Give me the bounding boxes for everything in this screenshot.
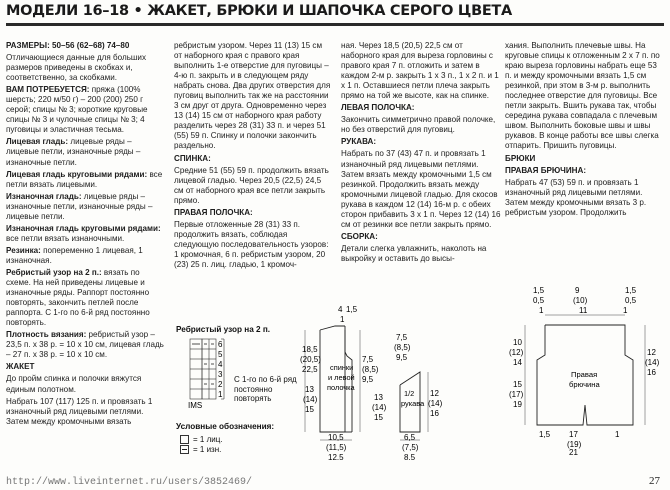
paragraph-heading: ПРАВАЯ ПОЛОЧКА:	[174, 207, 253, 217]
legend-item-knit: = 1 лиц.	[176, 434, 336, 444]
paragraph-text: вязать по схеме. На ней приведены лицевые и изнаночные ряды. Раппорт постоянно повторять, закончить петлей после раппорта. С 1-го по 6-й ряд постоянно повторять.	[6, 267, 150, 328]
trousers-top3-1: 11	[579, 306, 588, 315]
rib-chart-ims: IMS	[188, 401, 203, 410]
title-rule	[6, 23, 664, 26]
paragraph	[174, 154, 332, 164]
trousers-label-a: Правая	[571, 370, 598, 379]
legend-title: Условные обозначения:	[176, 422, 275, 431]
trousers-top3-2: 1	[623, 306, 628, 315]
trousers-right-1: (14)	[645, 358, 660, 367]
paragraph	[341, 41, 502, 101]
paragraph-text: лицевые ряды – лицевые петли, изнаночные ряды – изнаночные петли.	[6, 137, 141, 167]
trousers-bottom2-0: 1,5	[539, 430, 551, 439]
paragraph-heading: Плотность вязания:	[6, 330, 87, 340]
trousers-bottom-2: 21	[569, 448, 578, 455]
rib-chart-row-2: 2	[218, 380, 223, 389]
column-4	[505, 41, 665, 220]
rib-chart-title: Ребристый узор на 2 п.	[176, 325, 271, 334]
paragraph-text: ная. Через 18,5 (20,5) 22,5 см от наборного края для выреза горловины с правого края 7 п. отложить и затем в каждом 2-м р. закрыть 1 x 3 п., 1 x 2 п. и 1 x 1 п. Оставшиеся петли плеча закрыть прямо на той же высоте, как на спинке.	[341, 41, 499, 101]
paragraph-text: все петли вязать изнаночными.	[6, 233, 125, 243]
paragraph-heading: РУКАВА:	[341, 137, 377, 147]
trousers-label-b: брючина	[569, 380, 600, 389]
jacket-bottom-2: 12,5	[328, 453, 344, 460]
paragraph	[6, 246, 164, 266]
jacket-mid-0: 13	[374, 393, 383, 402]
trousers-top-1: 9	[575, 286, 580, 295]
trousers-top2-1: (10)	[573, 296, 588, 305]
jacket-side-b0: 13	[305, 385, 314, 394]
jacket-top-1-5a: 1,5	[346, 305, 358, 314]
paragraph-heading: ПРАВАЯ БРЮЧИНА:	[505, 165, 587, 175]
trousers-left-1: (12)	[509, 348, 524, 357]
paragraph-heading: БРЮКИ	[505, 153, 536, 163]
paragraph	[174, 41, 332, 152]
trousers-top3-0: 1	[539, 306, 544, 315]
paragraph	[505, 166, 665, 176]
paragraph-text: До пройм спинка и полочки вяжутся единым полотном.	[6, 374, 142, 394]
paragraph	[6, 362, 164, 372]
trousers-top-0: 1,5	[533, 286, 545, 295]
paragraph	[174, 220, 332, 270]
paragraph-text: Детали слегка увлажнить, наколоть на выкройку и оставить до высы-	[341, 243, 487, 263]
paragraph-heading: Лицевая гладь:	[6, 137, 69, 147]
trousers-bottom2-2: 1	[615, 430, 620, 439]
paragraph-heading: Ребристый узор на 2 п.:	[6, 267, 102, 277]
paragraph	[6, 374, 164, 394]
trousers-schematic	[505, 285, 665, 455]
paragraph-text: Отличающиеся данные для больших размеров приведены в скобках и, соответственно, за скобками.	[6, 53, 146, 83]
jacket-label-2: и левой	[328, 373, 355, 382]
paragraph	[341, 244, 502, 264]
column-2	[174, 41, 332, 272]
jacket-side-a2: 22,5	[302, 365, 318, 374]
jacket-label-1: спинки	[330, 363, 354, 372]
purl-symbol-icon	[180, 445, 189, 454]
rib-chart-row-3: 3	[218, 370, 223, 379]
jacket-top-4: 4	[338, 305, 343, 314]
sleeve-bottom-2: 8,5	[404, 453, 416, 460]
paragraph-text: ребристый узор – 23,5 п. х 38 р. = 10 х 10 см, лицевая гладь – 27 п. х 38 р. = 10 х 10 см.	[6, 330, 164, 360]
page-title: МОДЕЛИ 16–18 • ЖАКЕТ, БРЮКИ И ШАПОЧКА СЕРОГО ЦВЕТА	[6, 3, 512, 19]
paragraph-text: пряжа (100% шерсть; 220 м/50 г) – 200 (200) 250 г серой; спицы № 3; короткие круговые спицы № 3 и чулочные спицы № 3; 4 пуговицы и эластичная тесьма.	[6, 85, 148, 135]
paragraph-text: Закончить симметрично правой полочке, но без отверстий для пуговиц.	[341, 115, 496, 135]
sleeve-top-2: 9,5	[396, 353, 408, 362]
paragraph-heading: Лицевая гладь круговыми рядами:	[6, 169, 148, 179]
paragraph-heading: РАЗМЕРЫ: 50–56 (62–68) 74–80	[6, 41, 130, 50]
paragraph-heading: СБОРКА:	[341, 231, 378, 241]
jacket-side-a1: (20,5)	[300, 355, 321, 364]
legend-item-purl: = 1 изн.	[176, 444, 336, 454]
sleeve-top-0: 7,5	[396, 333, 408, 342]
jacket-mid-2: 15	[374, 413, 383, 422]
rib-chart-note: С 1-го по 6-й ряд постоянно повторять	[234, 375, 297, 403]
paragraph	[341, 103, 502, 113]
jacket-side-b2: 15	[305, 405, 314, 414]
trousers-left2-0: 15	[513, 380, 522, 389]
trousers-top2-2: 0,5	[625, 296, 637, 305]
trousers-left2-1: (17)	[509, 390, 524, 399]
sleeve-bottom-0: 6,5	[404, 433, 416, 442]
column-1	[6, 41, 164, 429]
paragraph-heading: Изнаночная гладь круговыми рядами:	[6, 223, 161, 233]
rib-chart-row-5: 5	[218, 350, 223, 359]
paragraph	[6, 397, 164, 427]
paragraph	[505, 178, 665, 218]
sleeve-bottom-1: (7,5)	[402, 443, 419, 452]
paragraph	[6, 41, 164, 51]
paragraph	[6, 85, 164, 135]
sleeve-label-a: 1/2	[404, 389, 415, 398]
paragraph	[6, 137, 164, 167]
column-3	[341, 41, 502, 266]
jacket-schematic	[290, 300, 460, 460]
trousers-bottom-0: 17	[569, 430, 578, 439]
paragraph	[6, 170, 164, 190]
paragraph-text: ребристым узором. Через 11 (13) 15 см от наборного края с правого края выполнить 1-е отверстие для пуговицы – 4-ю п. закрыть и в следующем ряду набрать снова. Два других отверстия для пуговиц выполнить так же на расстоянии 3 см друг от друга. Одновременно через 13 (14) 15 см от наборного края работу разделить через 28 (31) 33 п. и через 51 (55) 59 п. Спинку и полочки закончить раздельно.	[174, 41, 331, 151]
sleeve-side-1: (14)	[428, 399, 443, 408]
paragraph	[505, 154, 665, 164]
paragraph	[341, 115, 502, 135]
jacket-mid-1: (14)	[372, 403, 387, 412]
paragraph	[174, 208, 332, 218]
trousers-right-2: 16	[647, 368, 656, 377]
paragraph-heading: СПИНКА:	[174, 153, 211, 163]
paragraph	[174, 166, 332, 206]
trousers-left-2: 14	[513, 358, 522, 367]
rib-chart-row-6: 6	[218, 340, 223, 349]
paragraph-text: все петли вязать лицевыми.	[6, 169, 163, 189]
jacket-right-a0: 7,5	[362, 355, 374, 364]
sleeve-side-0: 12	[430, 389, 439, 398]
paragraph	[505, 41, 665, 152]
trousers-bottom-1: (19)	[567, 440, 582, 449]
rib-chart-row-4: 4	[218, 360, 223, 369]
paragraph	[341, 232, 502, 242]
trousers-right-0: 12	[647, 348, 656, 357]
page-number: 27	[649, 475, 660, 487]
paragraph	[6, 224, 164, 244]
paragraph	[6, 53, 164, 83]
footer-url[interactable]: http://www.liveinternet.ru/users/3852469/	[6, 477, 253, 488]
paragraph	[6, 192, 164, 222]
paragraph-heading: Резинка:	[6, 245, 41, 255]
jacket-bottom-1: (11,5)	[326, 443, 347, 452]
jacket-side-b1: (14)	[303, 395, 318, 404]
jacket-top-1: 1	[340, 315, 345, 324]
paragraph-heading: ЖАКЕТ	[6, 362, 35, 372]
paragraph	[6, 268, 164, 328]
paragraph	[341, 137, 502, 147]
paragraph-text: Набрать 47 (53) 59 п. и провязать 1 изнаночный ряд лицевыми петлями. Затем между кромочными вязать 3 р. ребристым узором. Продолжить	[505, 177, 647, 217]
paragraph-text: попеременно 1 лицевая, 1 изнаночная.	[6, 245, 143, 265]
paragraph-text: Первые отложенные 28 (31) 33 п. продолжить вязать, соблюдая следующую последовательность узоров: 1 кромочная, 6 п. ребристым узором, 20 (23) 25 п. лиц. гладью, 1 кромоч-	[174, 219, 329, 269]
trousers-left2-2: 19	[513, 400, 522, 409]
paragraph	[341, 149, 502, 229]
paragraph-text: лицевые ряды – изнаночные петли, изнаночные ряды – лицевые петли.	[6, 191, 153, 221]
sleeve-top-1: (8,5)	[394, 343, 411, 352]
jacket-right-a2: 9,5	[362, 375, 374, 384]
trousers-top-2: 1,5	[625, 286, 637, 295]
sleeve-side-2: 16	[430, 409, 439, 418]
trousers-top2-0: 0,5	[533, 296, 545, 305]
sleeve-label-b: рукава	[401, 399, 425, 408]
paragraph-text: Набрать 107 (117) 125 п. и провязать 1 изнаночный ряд лицевыми петлями. Затем между кромочными вязать	[6, 396, 153, 426]
trousers-left-0: 10	[513, 338, 522, 347]
paragraph-text: Средние 51 (55) 59 п. продолжить вязать лицевой гладью. Через 20,5 (22,5) 24,5 см от наборного края все петли закрыть прямо.	[174, 165, 329, 205]
jacket-bottom-0: 10,5	[328, 433, 344, 442]
paragraph-heading: ЛЕВАЯ ПОЛОЧКА:	[341, 103, 415, 113]
jacket-right-a1: (8,5)	[362, 365, 379, 374]
paragraph-heading: Изнаночная гладь:	[6, 191, 82, 201]
paragraph-text: хания. Выполнить плечевые швы. На круговые спицы к отложенным 2 x 7 п. по краю выреза горловины набрать еще 53 п. и между кромочными вязать 1,5 см резинкой, при этом в 3-м р. выполнить последнее отверстие для пуговицы. Все петли закрыть. Вшить рукава так, чтобы середина рукава совпадала с плечевым швом. Выполнить боковые швы и швы рукавов. В конце работы все швы слегка отпарить. Пришить пуговицы.	[505, 41, 660, 151]
paragraph	[6, 330, 164, 360]
jacket-side-a0: 18,5	[302, 345, 318, 354]
rib-chart-row-1: 1	[218, 390, 223, 399]
knit-symbol-icon	[180, 435, 189, 444]
jacket-label-3: полочка	[327, 383, 355, 392]
paragraph-heading: ВАМ ПОТРЕБУЕТСЯ:	[6, 85, 90, 95]
paragraph-text: Набрать по 37 (43) 47 п. и провязать 1 изнаночный ряд лицевыми петлями. Затем вязать между кромочными 1,5 см резинкой. Продолжить вязать между кромочными лицевой гладью. Для скосов рукава в каждом 12 (14) 16-м р. с обеих сторон прибавить 3 x 1 п. Через 12 (14) 16 см от резинки все петли закрыть прямо.	[341, 149, 501, 229]
